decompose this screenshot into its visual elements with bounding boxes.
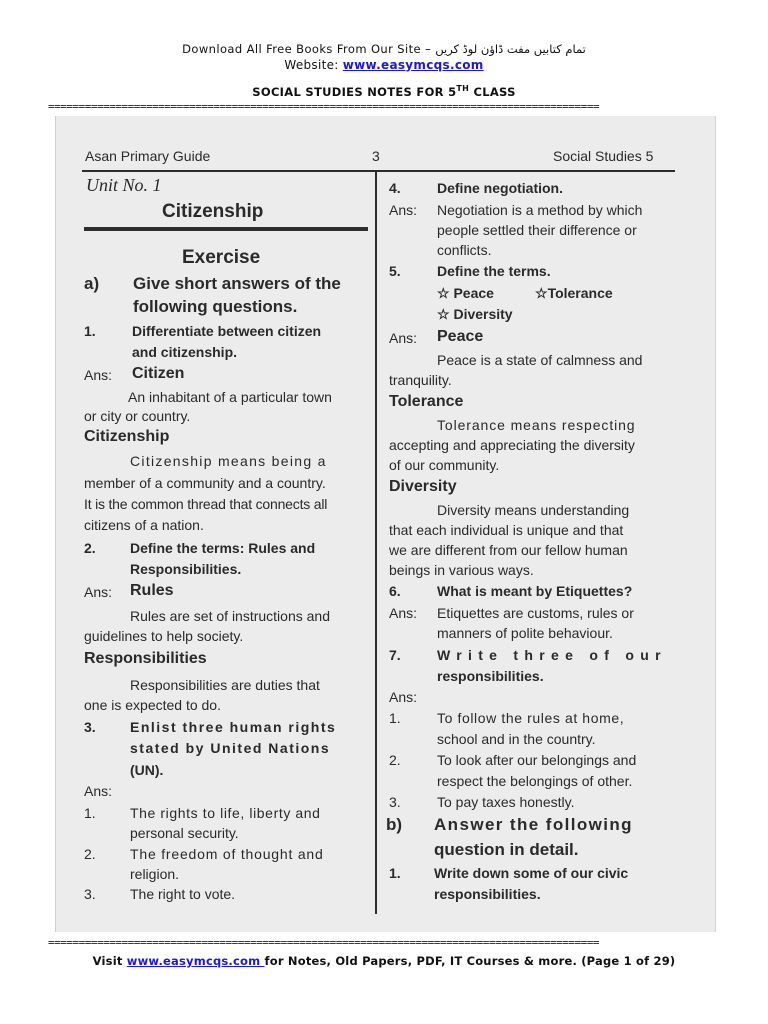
- qb1-number: 1.: [389, 865, 401, 881]
- peace-line2: tranquility.: [389, 372, 452, 388]
- tolerance-line3: of our community.: [389, 457, 500, 473]
- tolerance-heading: Tolerance: [389, 393, 464, 410]
- rules-heading: Rules: [130, 582, 174, 599]
- footer-line: [0, 954, 768, 968]
- citizen-heading: Citizen: [132, 365, 185, 382]
- section-b-line2: question in detail.: [434, 840, 579, 859]
- q7-number: 7.: [389, 647, 401, 663]
- q4-line1: Negotiation is a method by which: [437, 202, 643, 218]
- q3-line2: stated by United Nations: [130, 740, 331, 756]
- resp1-line1: To follow the rules at home,: [437, 710, 625, 726]
- section-a-line2: following questions.: [133, 297, 298, 316]
- qb1-line2: responsibilities.: [434, 886, 541, 902]
- citizen-line2: or city or country.: [84, 408, 191, 424]
- notes-title-text: SOCIAL STUDIES NOTES FOR 5: [252, 84, 457, 99]
- resp1-number: 1.: [389, 710, 401, 726]
- q1-line1: Differentiate between citizen: [132, 323, 322, 339]
- q6-line2: manners of polite behaviour.: [437, 625, 613, 641]
- q7-ans-label: Ans:: [389, 689, 418, 705]
- citizenship-line1: Citizenship means being a: [130, 453, 327, 469]
- title-underline: [84, 227, 368, 231]
- q7-title-line1: Write three of our: [437, 647, 667, 663]
- right1-number: 1.: [84, 805, 96, 821]
- diversity-line1: Diversity means understanding: [437, 502, 630, 518]
- responsibilities-line1: Responsibilities are duties that: [130, 677, 320, 693]
- diversity-line4: beings in various ways.: [389, 562, 534, 578]
- diversity-heading: Diversity: [389, 478, 457, 495]
- citizen-line1: An inhabitant of a particular town: [128, 389, 332, 405]
- tolerance-line1: Tolerance means respecting: [437, 417, 636, 433]
- citizenship-line2: member of a community and a country.: [84, 475, 326, 491]
- right3-number: 3.: [84, 886, 96, 902]
- star-icon: ☆: [535, 285, 548, 301]
- q2-ans-label: Ans:: [84, 584, 113, 600]
- notes-title: [0, 84, 768, 99]
- term-tolerance: [535, 285, 613, 302]
- section-a-line1: Give short answers of the: [133, 274, 341, 293]
- term-peace: [437, 285, 494, 302]
- right1-line2: personal security.: [130, 825, 239, 841]
- header-rule: [82, 170, 675, 172]
- rules-line2: guidelines to help society.: [84, 628, 244, 644]
- q1-line2: and citizenship.: [132, 344, 238, 360]
- term-peace-label: Peace: [453, 285, 494, 301]
- term-diversity: [437, 306, 513, 323]
- section-b-line1: Answer the following: [434, 815, 633, 834]
- q3-number: 3.: [84, 719, 96, 735]
- star-icon: ☆: [437, 285, 450, 301]
- resp3-line1: To pay taxes honestly.: [437, 794, 575, 810]
- notes-title-sup: TH: [456, 84, 470, 93]
- bottom-separator: ==========================================================================================: [48, 936, 600, 949]
- right2-line2: religion.: [130, 866, 180, 882]
- resp2-line1: To look after our belongings and: [437, 752, 637, 768]
- term-diversity-label: Diversity: [453, 306, 513, 322]
- q1-ans-label: Ans:: [84, 367, 113, 383]
- rules-line1: Rules are set of instructions and: [130, 608, 330, 624]
- q6-number: 6.: [389, 583, 401, 599]
- q6-line1: Etiquettes are customs, rules or: [437, 605, 634, 621]
- q3-ans-label: Ans:: [84, 783, 113, 799]
- q3-line1: Enlist three human rights: [130, 719, 337, 735]
- q4-line2: people settled their difference or: [437, 222, 637, 238]
- q5-title: Define the terms.: [437, 263, 551, 279]
- peace-line1: Peace is a state of calmness and: [437, 352, 643, 368]
- top-separator: ==========================================================================================: [48, 100, 600, 113]
- q4-number: 4.: [389, 180, 401, 196]
- q2-line2: Responsibilities.: [130, 561, 242, 577]
- right1-line1: The rights to life, liberty and: [130, 805, 321, 821]
- q3-line3: (UN).: [130, 762, 164, 778]
- q4-title: Define negotiation.: [437, 180, 563, 196]
- right2-number: 2.: [84, 846, 96, 862]
- unit-number: Unit No. 1: [86, 175, 162, 195]
- book-header-page: 3: [372, 148, 380, 164]
- q4-ans-label: Ans:: [389, 202, 418, 218]
- resp1-line2: school and in the country.: [437, 731, 596, 747]
- section-b-marker: b): [386, 815, 403, 834]
- q4-line3: conflicts.: [437, 242, 492, 258]
- exercise-heading: Exercise: [182, 247, 261, 268]
- q7-title-line2: responsibilities.: [437, 668, 544, 684]
- column-divider: [375, 172, 377, 914]
- right2-line1: The freedom of thought and: [130, 846, 324, 862]
- website-label: Website:: [284, 58, 343, 72]
- website-line: [0, 58, 768, 72]
- q6-ans-label: Ans:: [389, 605, 418, 621]
- citizenship-heading: Citizenship: [84, 428, 170, 445]
- book-header-right: Social Studies 5: [553, 148, 654, 164]
- website-link[interactable]: www.easymcqs.com: [342, 58, 484, 72]
- q5-ans-label: Ans:: [389, 330, 418, 346]
- resp3-number: 3.: [389, 794, 401, 810]
- tolerance-line2: accepting and appreciating the diversity: [389, 437, 635, 453]
- chapter-title: Citizenship: [162, 201, 264, 222]
- star-icon: ☆: [437, 306, 450, 322]
- q6-title: What is meant by Etiquettes?: [437, 583, 633, 599]
- q1-number: 1.: [84, 323, 96, 339]
- download-banner: Download All Free Books From Our Site – تمام کتابیں مفت ڈاؤن لوڈ کریں: [182, 42, 586, 56]
- resp2-number: 2.: [389, 752, 401, 768]
- q2-number: 2.: [84, 540, 96, 556]
- responsibilities-line2: one is expected to do.: [84, 697, 221, 713]
- footer-link[interactable]: www.easymcqs.com: [126, 954, 265, 968]
- book-header-left: Asan Primary Guide: [85, 148, 211, 164]
- qb1-line1: Write down some of our civic: [434, 865, 629, 881]
- diversity-line3: we are different from our fellow human: [389, 542, 628, 558]
- footer-visit: Visit: [92, 954, 127, 968]
- citizenship-line4: citizens of a nation.: [84, 517, 204, 533]
- footer-rest: for Notes, Old Papers, PDF, IT Courses & more. (Page 1 of 29): [264, 954, 676, 968]
- peace-heading: Peace: [437, 328, 484, 345]
- resp2-line2: respect the belongings of other.: [437, 773, 633, 789]
- q2-line1: Define the terms: Rules and: [130, 540, 316, 556]
- term-tolerance-label: Tolerance: [547, 285, 613, 301]
- notes-title-class: CLASS: [469, 84, 516, 99]
- section-a-marker: a): [84, 274, 100, 293]
- right3-line1: The right to vote.: [130, 886, 236, 902]
- diversity-line2: that each individual is unique and that: [389, 522, 624, 538]
- responsibilities-heading: Responsibilities: [84, 650, 207, 667]
- q5-number: 5.: [389, 263, 401, 279]
- citizenship-line3: It is the common thread that connects all: [84, 496, 328, 512]
